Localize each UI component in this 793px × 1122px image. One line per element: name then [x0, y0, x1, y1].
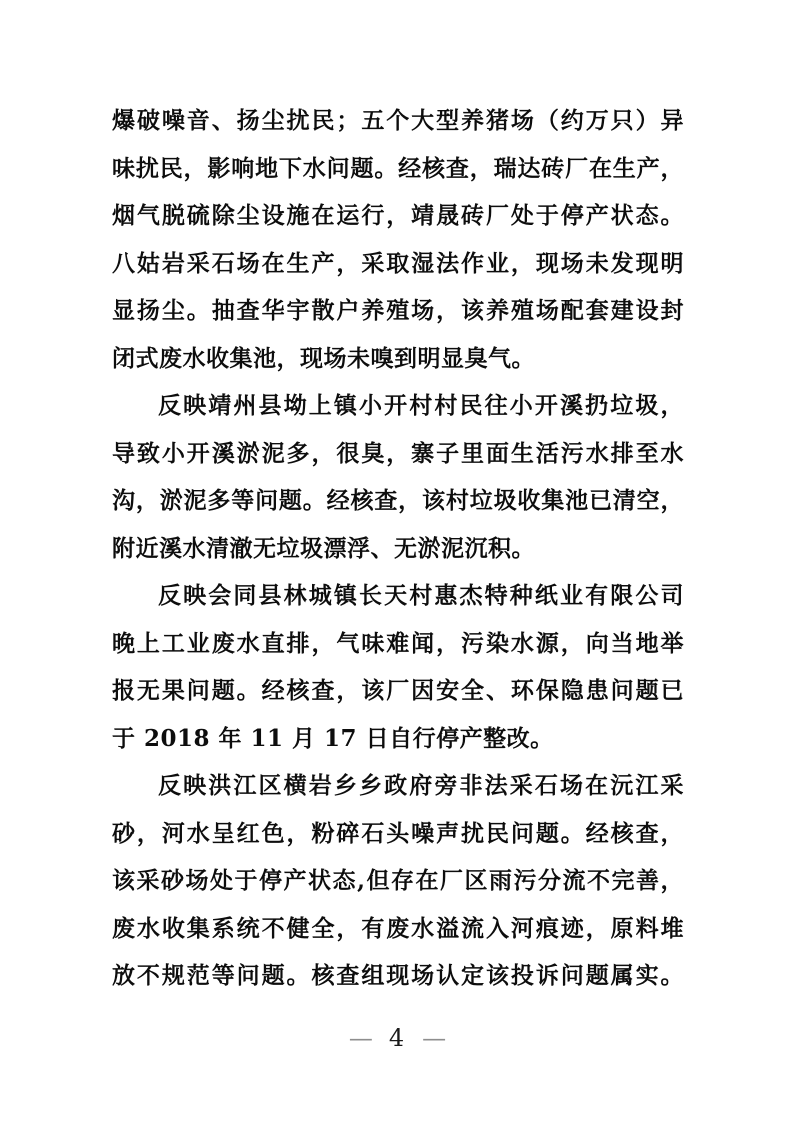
paragraph — [112, 572, 684, 762]
text-line: 废水收集系统不健全，有废水溢流入河痕迹，原料堆 — [112, 914, 684, 942]
text-line: 反映洪江区横岩乡乡政府旁非法采石场在沅江采 — [158, 772, 684, 799]
text-line: 反映靖州县坳上镇小开村村民往小开溪扔垃圾， — [158, 392, 684, 419]
text-line: 导致小开溪淤泥多，很臭，寨子里面生活污水排至水 — [112, 439, 684, 467]
text-line: 八姑岩采石场在生产，采取湿法作业，现场未发现明 — [112, 249, 684, 277]
document-body — [112, 97, 684, 1000]
text-line: 放不规范等问题。核查组现场认定该投诉问题属实。 — [112, 962, 684, 989]
text-line: 报无果问题。经核查，该厂因安全、环保隐患问题已 — [112, 677, 684, 704]
text-line: 烟气脱硫除尘设施在运行，靖晟砖厂处于停产状态。 — [112, 202, 684, 229]
page-footer — [0, 1024, 793, 1052]
text-line: 沟，淤泥多等问题。经核查，该村垃圾收集池已清空， — [112, 487, 684, 514]
text-line: 反映会同县林城镇长天村惠杰特种纸业有限公司 — [158, 582, 684, 609]
text-line: 砂，河水呈红色，粉碎石头噪声扰民问题。经核查， — [112, 819, 684, 847]
paragraph — [112, 762, 684, 1000]
footer-right-dash: — — [422, 1024, 445, 1052]
paragraph — [112, 382, 684, 572]
text-line: 闭式废水收集池，现场未嗅到明显臭气。 — [112, 344, 535, 372]
paragraph — [112, 97, 684, 382]
text-line: 味扰民，影响地下水问题。经核查，瑞达砖厂在生产， — [112, 154, 684, 182]
page-number: 4 — [388, 1024, 405, 1052]
footer-left-dash: — — [348, 1024, 371, 1052]
text-line: 该采砂场处于停产状态,但存在厂区雨污分流不完善， — [112, 867, 684, 894]
text-line: 显扬尘。抽查华宇散户养殖场，该养殖场配套建设封 — [112, 297, 684, 324]
text-line: 附近溪水清澈无垃圾漂浮、无淤泥沉积。 — [112, 534, 535, 562]
text-line: 晚上工业废水直排，气味难闻，污染水源，向当地举 — [112, 629, 684, 657]
text-line: 于 2018 年 11 月 17 日自行停产整改。 — [112, 724, 554, 752]
text-line: 爆破噪音、扬尘扰民；五个大型养猪场（约万只）异 — [112, 107, 684, 134]
